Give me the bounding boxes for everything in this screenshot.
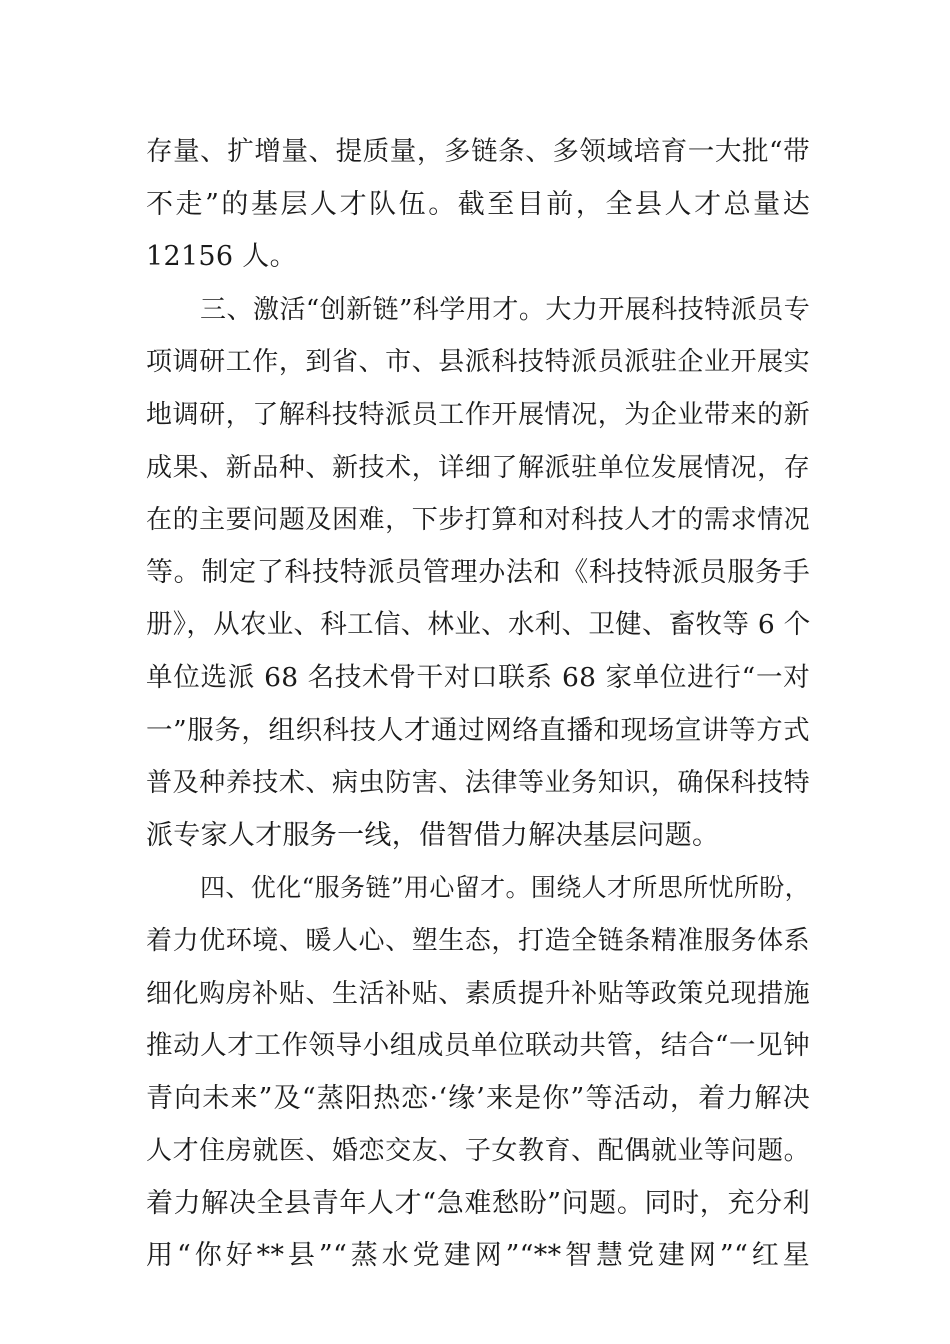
- text-line: 用“你好**县”“蒸水党建网”“**智慧党建网”“红星: [146, 1240, 810, 1272]
- text-line: 着力优环境、暖人心、塑生态，打造全链条精准服务体系: [146, 925, 810, 956]
- text-line: 三、激活“创新链”科学用才。大力开展科技特派员专: [200, 294, 810, 325]
- text-line: 着力解决全县青年人才“急难愁盼”问题。同时，充分利: [146, 1187, 810, 1219]
- text-line: 等。制定了科技特派员管理办法和《科技特派员服务手: [146, 556, 810, 588]
- text-line: 推动人才工作领导小组成员单位联动共管，结合“一见钟: [146, 1030, 810, 1062]
- text-line: 成果、新品种、新技术，详细了解派驻单位发展情况，存: [146, 452, 810, 483]
- document-body: [146, 126, 810, 1283]
- text-line: 单位选派 68 名技术骨干对口联系 68 家单位进行“一对: [146, 661, 810, 693]
- text-line: 地调研，了解科技特派员工作开展情况，为企业带来的新: [146, 399, 810, 430]
- text-line: 青向未来”及“蒸阳热恋·‘缘’来是你”等活动，着力解决: [146, 1082, 810, 1114]
- text-line: 派专家人才服务一线，借智借力解决基层问题。: [146, 819, 720, 851]
- text-line: 12156 人。: [146, 241, 297, 273]
- text-line: 人才住房就医、婚恋交友、子女教育、配偶就业等问题。: [146, 1136, 810, 1167]
- text-line: 存量、扩增量、提质量，多链条、多领域培育一大批“带: [146, 136, 810, 167]
- text-line: 册》，从农业、科工信、林业、水利、卫健、畜牧等 6 个: [146, 609, 811, 641]
- text-line: 不走”的基层人才队伍。截至目前，全县人才总量达: [146, 188, 810, 220]
- text-line: 细化购房补贴、生活补贴、素质提升补贴等政策兑现措施: [146, 978, 810, 1009]
- text-line: 普及种养技术、病虫防害、法律等业务知识，确保科技特: [146, 768, 810, 799]
- text-line: 一”服务，组织科技人才通过网络直播和现场宣讲等方式: [146, 714, 810, 746]
- text-line: 项调研工作，到省、市、县派科技特派员派驻企业开展实: [146, 347, 810, 378]
- text-line: 在的主要问题及困难，下步打算和对科技人才的需求情况: [146, 505, 810, 536]
- text-line: 四、优化“服务链”用心留才。围绕人才所思所忧所盼，: [200, 873, 810, 903]
